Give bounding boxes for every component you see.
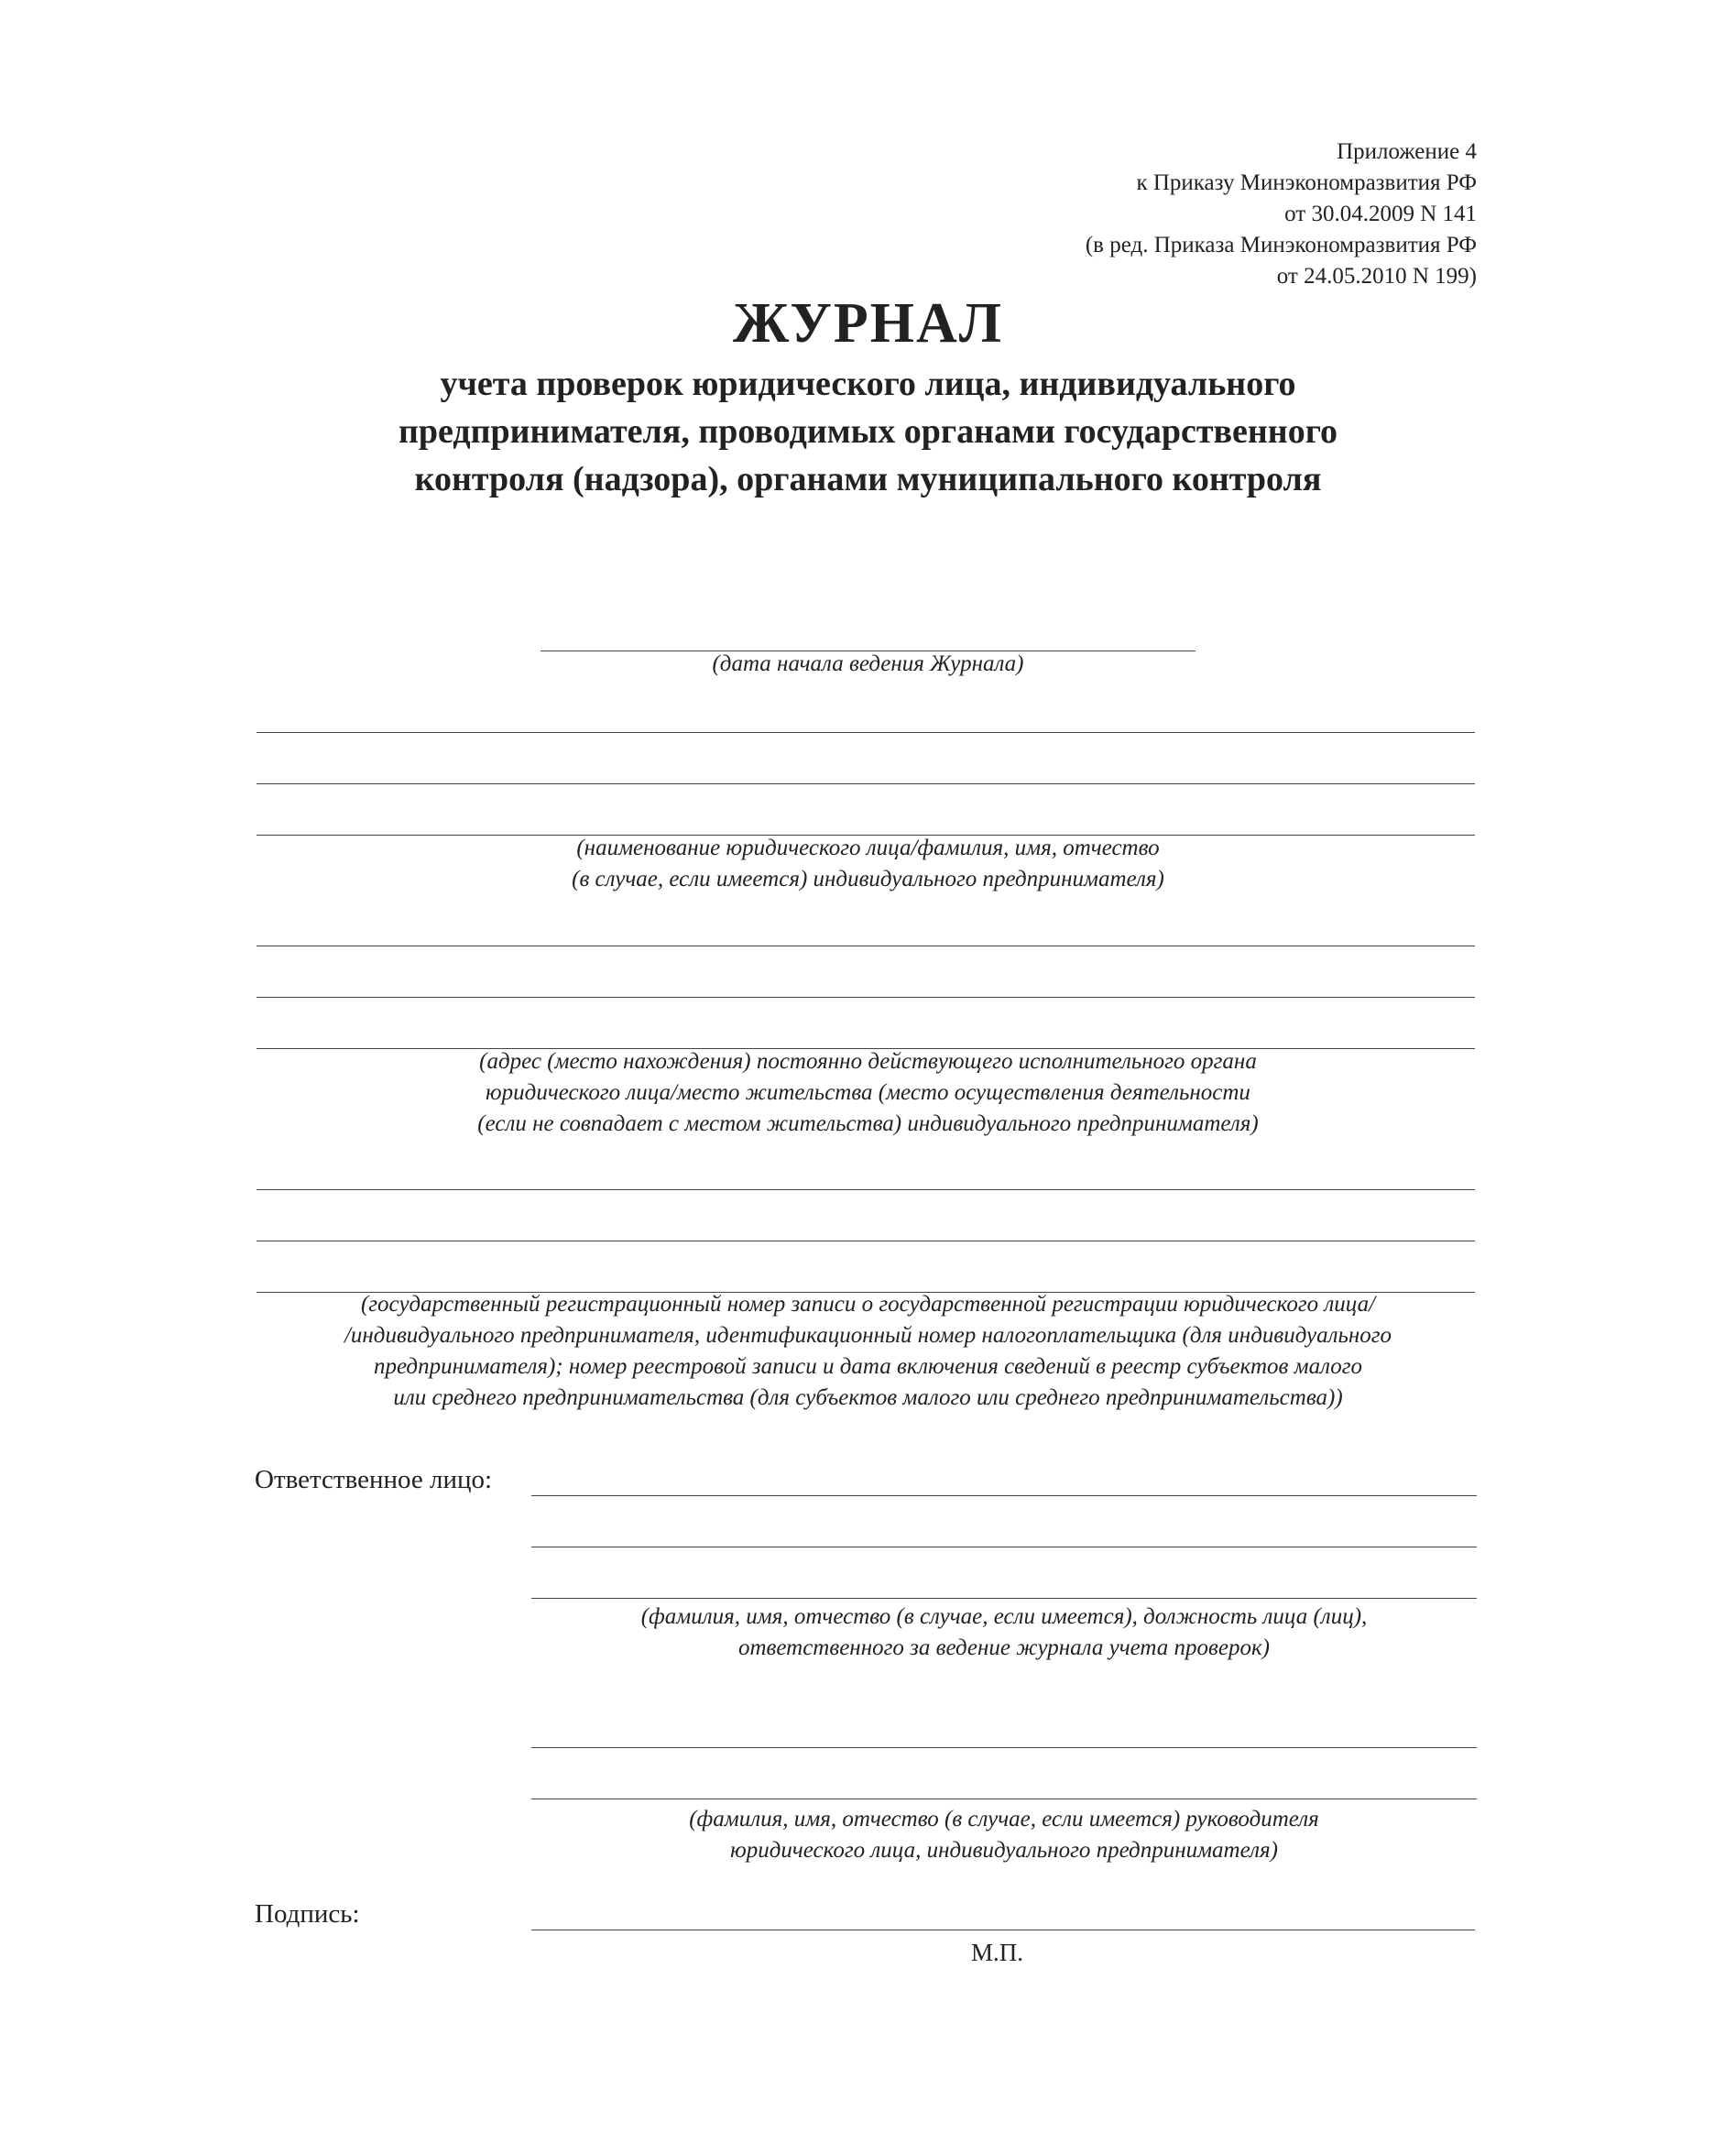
head-caption-1: (фамилия, имя, отчество (в случае, если имеется) руководителя (689, 1807, 1319, 1831)
subtitle-line-1: учета проверок юридического лица, индивидуального (440, 365, 1296, 403)
address-caption-1: (адрес (место нахождения) постоянно действующего исполнительного органа (479, 1049, 1257, 1074)
responsible-caption-1: (фамилия, имя, отчество (в случае, если имеется), должность лица (лиц), (640, 1604, 1368, 1629)
subtitle-line-2: предпринимателя, проводимых органами государственного (398, 412, 1338, 451)
document-title: ЖУРНАЛ (733, 292, 1003, 355)
responsible-person-label: Ответственное лицо: (255, 1465, 493, 1494)
signature-label: Подпись: (255, 1899, 360, 1929)
entity-name-field-2[interactable] (257, 783, 1475, 784)
responsible-person-field-3[interactable] (531, 1598, 1477, 1599)
registration-caption-1: (государственный регистрационный номер записи о государственной регистрации юридического лица/ (360, 1292, 1376, 1317)
address-caption-3: (если не совпадает с местом жительства) индивидуального предпринимателя) (477, 1111, 1259, 1136)
amendment-date: от 24.05.2010 N 199) (1276, 264, 1477, 289)
subtitle-line-3: контроля (надзора), органами муниципального контроля (414, 460, 1322, 498)
amendment-reference: (в ред. Приказа Минэкономразвития РФ (1085, 233, 1477, 257)
address-caption-2: юридического лица/место жительства (место осуществления деятельности (486, 1080, 1250, 1105)
registration-field-1[interactable] (257, 1189, 1475, 1190)
order-reference: к Приказу Минэкономразвития РФ (1136, 170, 1477, 195)
head-caption-2: юридического лица, индивидуального предпринимателя) (730, 1838, 1278, 1863)
registration-caption-3: предпринимателя); номер реестровой записи и дата включения сведений в реестр субъектов малого (373, 1354, 1363, 1379)
order-date: от 30.04.2009 N 141 (1284, 202, 1477, 226)
head-field-1[interactable] (531, 1747, 1477, 1748)
entity-name-field-1[interactable] (257, 732, 1475, 733)
start-date-caption: (дата начала ведения Журнала) (712, 651, 1024, 676)
registration-caption-2: /индивидуального предпринимателя, идентификационный номер налогоплательщика (для индивидуального (344, 1323, 1392, 1348)
responsible-person-field-1[interactable] (531, 1495, 1477, 1496)
registration-caption-4: или среднего предпринимательства (для субъектов малого или среднего предпринимательства)) (393, 1385, 1343, 1410)
responsible-caption-2: ответственного за ведение журнала учета проверок) (737, 1635, 1270, 1660)
appendix-number: Приложение 4 (1337, 139, 1477, 164)
entity-name-caption-2: (в случае, если имеется) индивидуального предпринимателя) (572, 867, 1164, 891)
stamp-placeholder: М.П. (971, 1939, 1024, 1966)
address-field-2[interactable] (257, 997, 1475, 998)
entity-name-caption-1: (наименование юридического лица/фамилия, имя, отчество (576, 836, 1160, 860)
